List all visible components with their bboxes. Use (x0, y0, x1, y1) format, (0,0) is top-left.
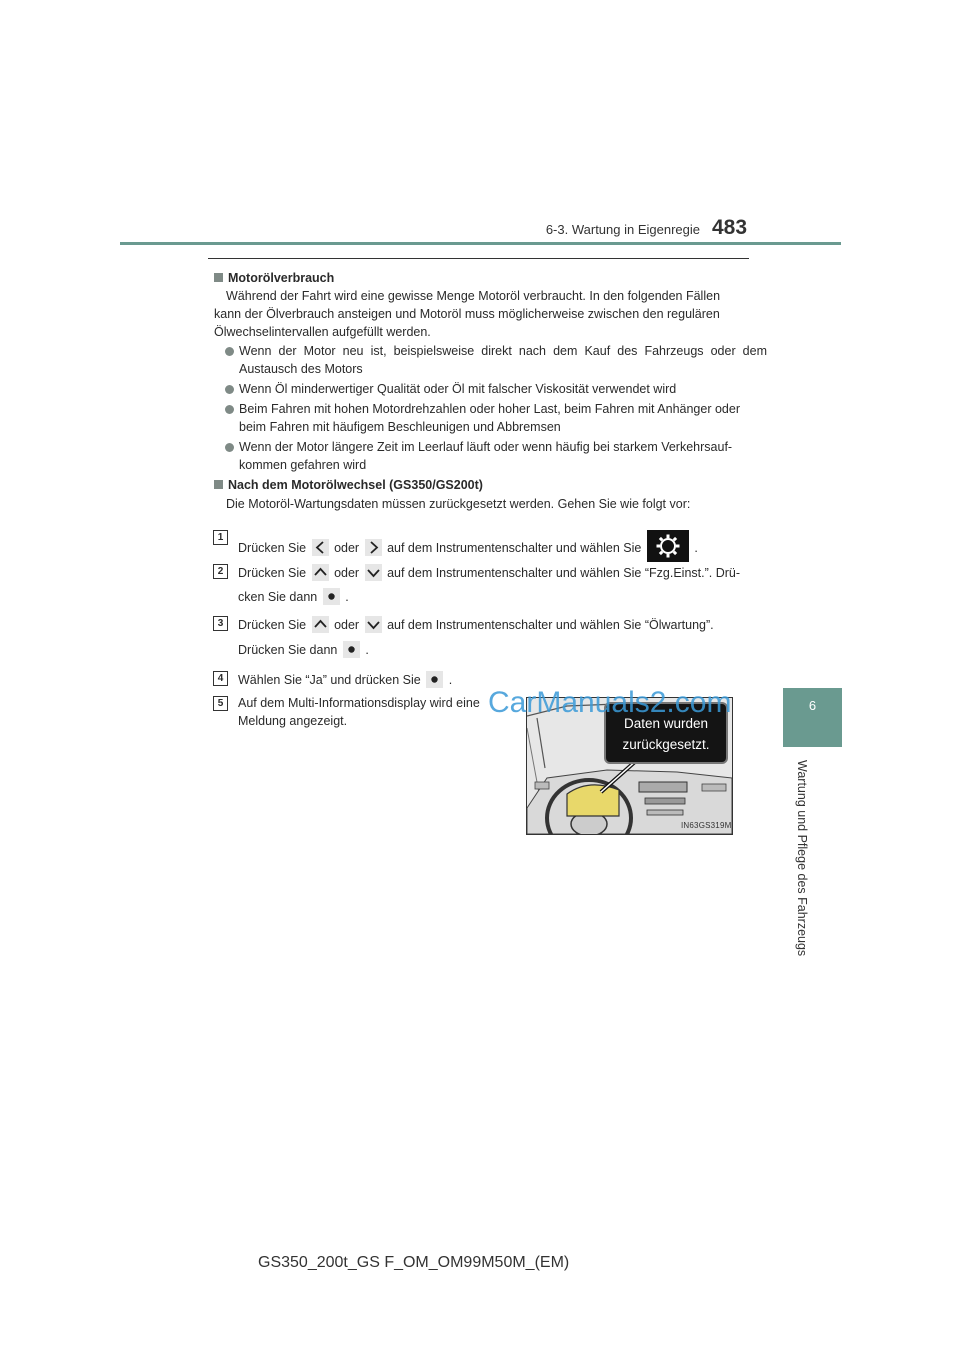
step-5-line1: Auf dem Multi-Informationsdisplay wird eine (238, 696, 480, 710)
intro-line-3: Ölwechselintervallen aufgefüllt werden. (214, 325, 431, 339)
bullet-line: Austausch des Motors (239, 362, 363, 376)
bullet-line: Wenn der Motor neu ist, beispielsweise direkt nach dem Kauf des Fahrzeugs oder dem (239, 344, 767, 358)
step-text: . (694, 541, 698, 555)
enter-dot-icon (343, 641, 360, 658)
chevron-up-icon (312, 564, 329, 581)
step-text: oder (334, 541, 360, 555)
bullet-line: Beim Fahren mit hohen Motordrehzahlen oder hoher Last, beim Fahren mit Anhänger oder (239, 402, 740, 416)
step-1 (238, 530, 698, 562)
running-header-section: 6-3. Wartung in Eigenregie (545, 222, 700, 237)
bullet-item (225, 400, 767, 436)
intro-line-2: kann der Ölverbrauch ansteigen und Motoröl muss möglicherweise zwischen den regulären (214, 307, 720, 321)
step-text: . (345, 590, 349, 604)
step-text: . (448, 673, 453, 687)
enter-dot-icon (426, 671, 443, 688)
section-square-icon (214, 273, 223, 282)
bullet-line: beim Fahren mit häufigem Beschleunigen und Abbremsen (239, 420, 561, 434)
message-line-2: zurückgesetzt. (622, 737, 710, 752)
step-text: Drücken Sie (238, 566, 307, 580)
step-number-2: 2 (213, 564, 228, 579)
chapter-tab (783, 688, 842, 747)
bullet-dot-icon (225, 385, 234, 394)
step-2 (238, 564, 740, 582)
intro-line-1: Während der Fahrt wird eine gewisse Menge Motoröl verbraucht. In den folgenden Fällen (226, 289, 721, 303)
bullet-item (225, 380, 767, 398)
step-number-5: 5 (213, 696, 228, 711)
step-number-1: 1 (213, 530, 228, 545)
step-text: Drücken Sie dann (238, 643, 338, 657)
step-number-3: 3 (213, 616, 228, 631)
section2-intro: Die Motoröl-Wartungsdaten müssen zurückgesetzt werden. Gehen Sie wie folgt vor: (226, 497, 691, 511)
bullet-dot-icon (225, 347, 234, 356)
chevron-up-icon (312, 616, 329, 633)
gear-icon (647, 530, 689, 562)
step-text: auf dem Instrumentenschalter und wählen Sie “Fzg.Einst.”. Drü- (387, 566, 740, 580)
page-number: 483 (712, 216, 748, 239)
bullet-line: kommen gefahren wird (239, 458, 367, 472)
section-title-text: Nach dem Motorölwechsel (GS350/GS200t) (228, 478, 483, 492)
chapter-title: Wartung und Pflege des Fahrzeugs (795, 760, 809, 957)
enter-dot-icon (323, 588, 340, 605)
step-5-line2: Meldung angezeigt. (238, 714, 348, 728)
bullet-dot-icon (225, 443, 234, 452)
bullet-dot-icon (225, 405, 234, 414)
step-3-cont (238, 641, 369, 659)
step-text: auf dem Instrumentenschalter und wählen Sie (387, 541, 642, 555)
illustration-id: IN63GS319M (681, 821, 732, 830)
section-title-oil-consumption (214, 269, 334, 287)
step-text: Wählen Sie “Ja” und drücken Sie (238, 673, 421, 687)
bullet-line: Wenn der Motor längere Zeit im Leerlauf läuft oder wenn häufig bei starkem Verkehrsauf- (239, 440, 733, 454)
step-4 (238, 671, 452, 689)
step-2-cont (238, 588, 349, 606)
chapter-number: 6 (808, 698, 817, 713)
step-text: Drücken Sie (238, 618, 307, 632)
section-square-icon (214, 480, 223, 489)
watermark-text: CarManuals2.com (488, 686, 732, 719)
step-text: . (365, 643, 369, 657)
bullet-line: Wenn Öl minderwertiger Qualität oder Öl mit falscher Viskosität verwendet wird (239, 382, 677, 396)
chevron-down-icon (365, 616, 382, 633)
chevron-down-icon (365, 564, 382, 581)
step-text: auf dem Instrumentenschalter und wählen Sie “Ölwartung”. (387, 618, 714, 632)
content-rule (208, 258, 749, 259)
step-3 (238, 616, 750, 634)
footer-code: GS350_200t_GS F_OM_OM99M50M_(EM) (258, 1254, 570, 1271)
header-rule (120, 242, 841, 245)
section-title-after-oil-change (214, 476, 483, 494)
message-line-1: Daten wurden (623, 716, 709, 731)
chapter-side-label (795, 760, 815, 956)
section-title-text: Motorölverbrauch (228, 271, 335, 285)
step-text: oder (334, 618, 360, 632)
bullet-item (225, 438, 767, 474)
step-text: cken Sie dann (238, 590, 318, 604)
step-text: Drücken Sie (238, 541, 307, 555)
step-number-4: 4 (213, 671, 228, 686)
chevron-left-icon (312, 539, 329, 556)
step-text: oder (334, 566, 360, 580)
chevron-right-icon (365, 539, 382, 556)
bullet-item (225, 342, 767, 378)
